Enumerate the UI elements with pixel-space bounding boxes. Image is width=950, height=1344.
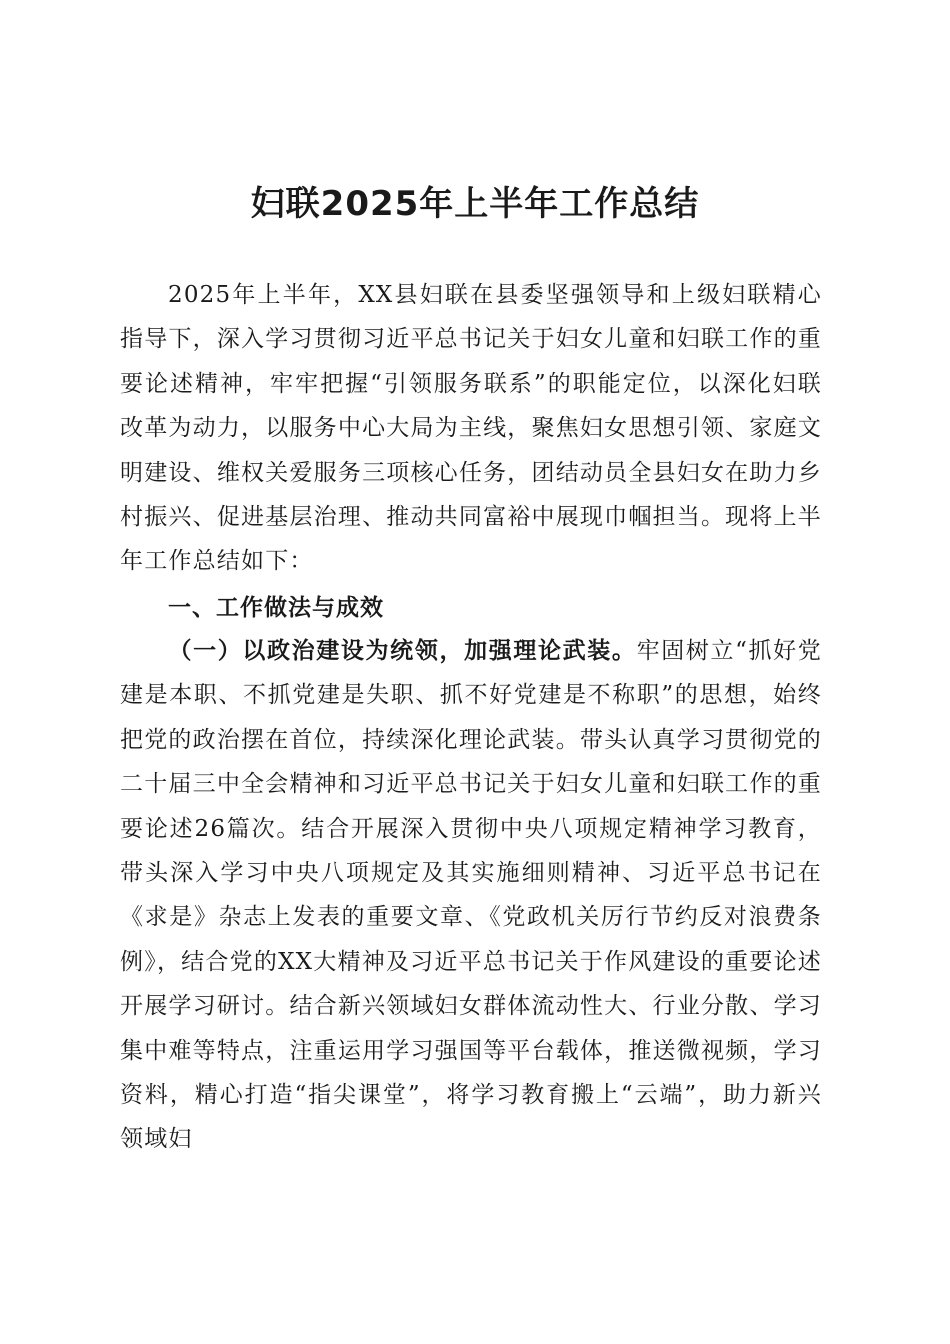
- subsection-1-lead: （一）以政治建设为统领，加强理论武装。: [168, 637, 637, 664]
- subsection-1-paragraph: [120, 629, 822, 1162]
- intro-paragraph: [120, 273, 822, 584]
- intro-paragraph-text: 2025年上半年，XX县妇联在县委坚强领导和上级妇联精心指导下，深入学习贯彻习近平总书记关于妇女儿童和妇联工作的重要论述精神，牢牢把握“引领服务联系”的职能定位，以深化妇联改革为动力，以服务中心大局为主线，聚焦妇女思想引领、家庭文明建设、维权关爱服务三项核心任务，团结动员全县妇女在助力乡村振兴、促进基层治理、推动共同富裕中展现巾帼担当。现将上半年工作总结如下：: [120, 282, 822, 575]
- document-title: 妇联2025年上半年工作总结: [250, 184, 700, 224]
- subsection-1-body: 牢固树立“抓好党建是本职、不抓党建是失职、抓不好党建是不称职”的思想，始终把党的政治摆在首位，持续深化理论武装。带头认真学习贯彻党的二十届三中全会精神和习近平总书记关于妇女儿童和妇联工作的重要论述26篇次。结合开展深入贯彻中央八项规定精神学习教育，带头深入学习中央八项规定及其实施细则精神、习近平总书记在《求是》杂志上发表的重要文章、《党政机关厉行节约反对浪费条例》，结合党的XX大精神及习近平总书记关于作风建设的重要论述开展学习研讨。结合新兴领域妇女群体流动性大、行业分散、学习集中难等特点，注重运用学习强国等平台载体，推送微视频，学习资料，精心打造“指尖课堂”，将学习教育搬上“云端”，助力新兴领域妇: [120, 638, 822, 1153]
- section-1-heading: 一、工作做法与成效: [168, 595, 384, 621]
